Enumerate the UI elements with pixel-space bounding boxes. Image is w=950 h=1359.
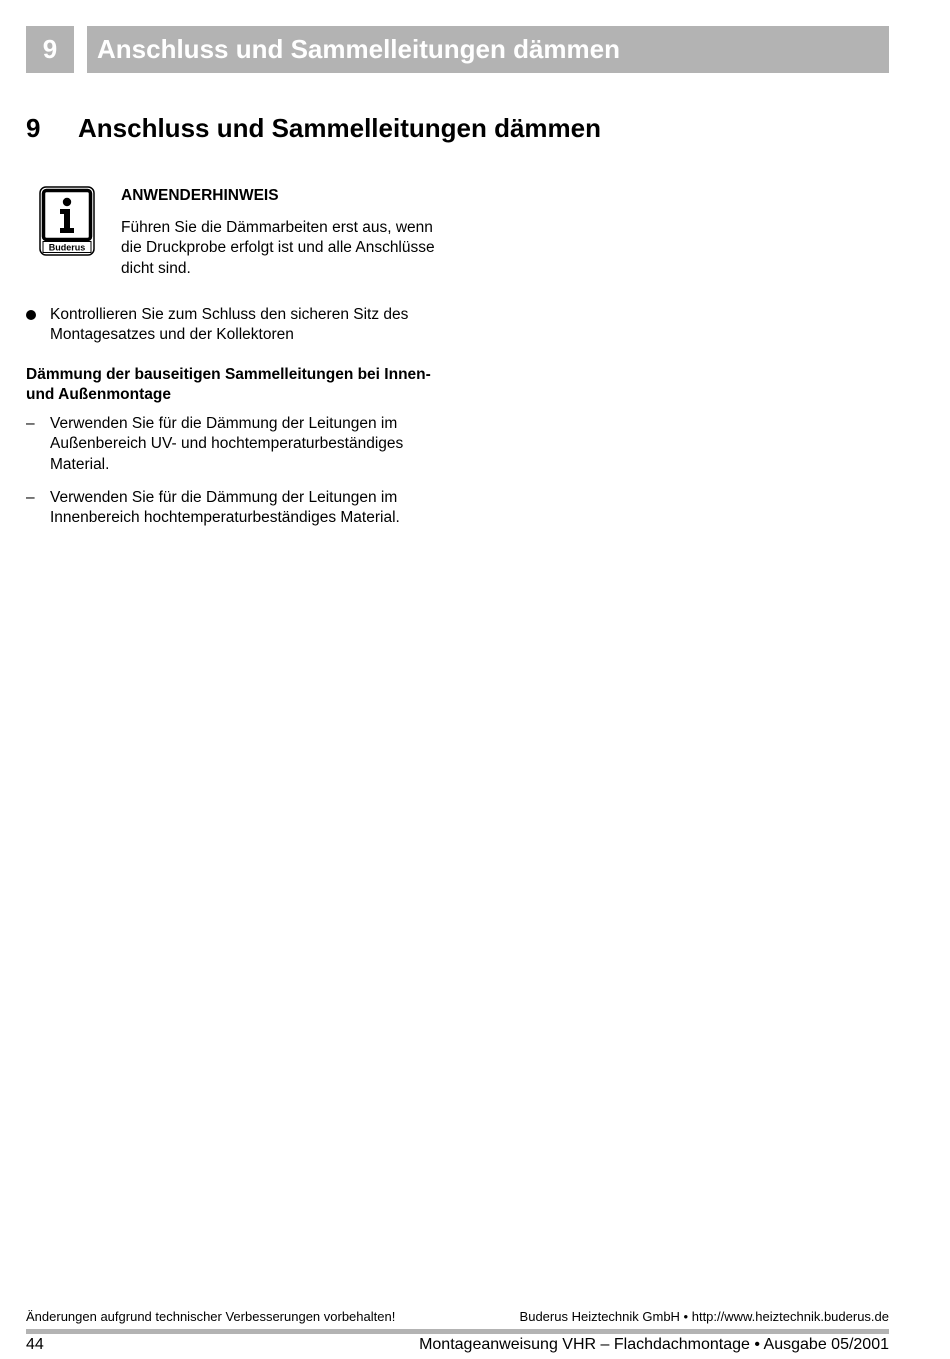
footer-disclaimer: Änderungen aufgrund technischer Verbesserungen vorbehalten!	[26, 1309, 396, 1324]
dash-item-text: Verwenden Sie für die Dämmung der Leitungen im Innenbereich hochtemperaturbeständiges Material.	[50, 489, 400, 527]
note-title: ANWENDERHINWEIS	[121, 187, 279, 204]
dash-item-text: Verwenden Sie für die Dämmung der Leitungen im Außenbereich UV- und hochtemperaturbeständiges Material.	[50, 415, 404, 473]
document-title: Montageanweisung VHR – Flachdachmontage • Ausgabe 05/2001	[419, 1336, 889, 1353]
bullet-icon	[26, 310, 36, 320]
section-number: 9	[26, 113, 41, 143]
buderus-logo-text: Buderus	[48, 242, 86, 253]
note-body: Führen Sie die Dämmarbeiten erst aus, wenn die Druckprobe erfolgt ist und alle Anschlüsse dicht sind.	[121, 219, 435, 277]
subsection-heading: Dämmung der bauseitigen Sammelleitungen bei Innen- und Außenmontage	[26, 366, 431, 404]
info-icon	[39, 186, 95, 256]
section-title: Anschluss und Sammelleitungen dämmen	[78, 113, 601, 143]
chapter-title-banner: Anschluss und Sammelleitungen dämmen	[87, 26, 889, 73]
dash-icon: –	[26, 415, 35, 432]
footer-divider	[26, 1329, 889, 1334]
bullet-text: Kontrollieren Sie zum Schluss den sicheren Sitz des Montagesatzes und der Kollektoren	[50, 306, 409, 344]
chapter-number-tab: 9	[26, 26, 74, 73]
section-heading	[26, 110, 601, 146]
footer-company: Buderus Heiztechnik GmbH • http://www.heiztechnik.buderus.de	[519, 1309, 889, 1324]
page-number: 44	[26, 1336, 44, 1353]
dash-icon: –	[26, 489, 35, 506]
